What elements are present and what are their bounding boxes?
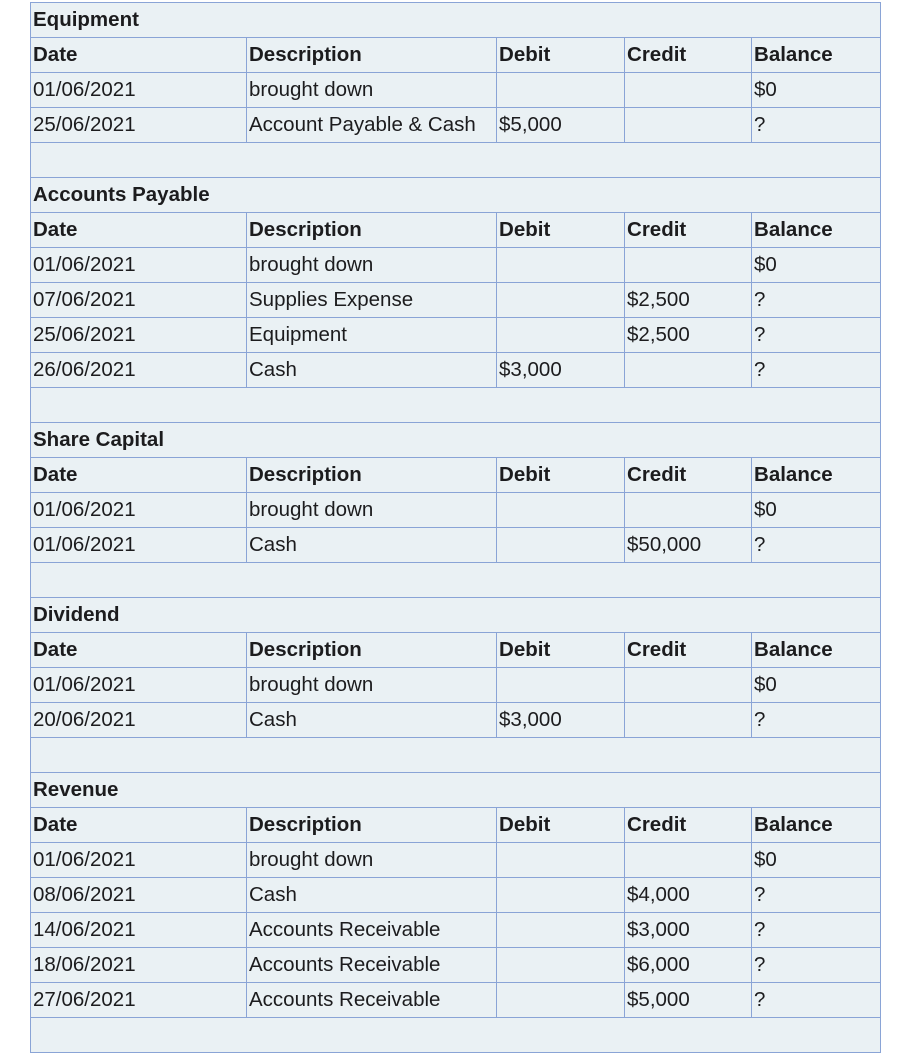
column-header-description: Description <box>247 458 497 493</box>
cell-description: Cash <box>247 878 497 913</box>
cell-date: 25/06/2021 <box>31 318 247 353</box>
account-title: Accounts Payable <box>31 178 497 213</box>
cell-date: 25/06/2021 <box>31 108 247 143</box>
column-header-credit: Credit <box>625 808 752 843</box>
account-title-filler <box>497 598 881 633</box>
column-header-balance: Balance <box>752 38 881 73</box>
column-header-debit: Debit <box>497 633 625 668</box>
table-row <box>31 528 881 563</box>
cell-date: 01/06/2021 <box>31 248 247 283</box>
cell-description: Equipment <box>247 318 497 353</box>
spacer-cell <box>31 738 881 773</box>
cell-description: brought down <box>247 493 497 528</box>
cell-balance: ? <box>752 318 881 353</box>
column-header-row <box>31 213 881 248</box>
column-header-description: Description <box>247 38 497 73</box>
account-title-row <box>31 423 881 458</box>
cell-date: 01/06/2021 <box>31 73 247 108</box>
table-row <box>31 948 881 983</box>
cell-description: Cash <box>247 353 497 388</box>
cell-debit <box>497 318 625 353</box>
cell-date: 26/06/2021 <box>31 353 247 388</box>
cell-credit: $2,500 <box>625 318 752 353</box>
cell-balance: ? <box>752 878 881 913</box>
cell-description: brought down <box>247 248 497 283</box>
account-title: Revenue <box>31 773 497 808</box>
section-spacer-row <box>31 388 881 423</box>
column-header-debit: Debit <box>497 458 625 493</box>
cell-debit <box>497 528 625 563</box>
account-title-filler <box>497 423 881 458</box>
section-spacer-row <box>31 563 881 598</box>
account-title: Share Capital <box>31 423 497 458</box>
cell-credit <box>625 843 752 878</box>
account-title-filler <box>497 773 881 808</box>
account-title-row <box>31 178 881 213</box>
cell-date: 01/06/2021 <box>31 668 247 703</box>
cell-balance: ? <box>752 983 881 1018</box>
cell-credit <box>625 353 752 388</box>
cell-debit <box>497 248 625 283</box>
table-row <box>31 248 881 283</box>
cell-description: Accounts Receivable <box>247 983 497 1018</box>
table-row <box>31 108 881 143</box>
cell-description: brought down <box>247 668 497 703</box>
ledger-table <box>30 2 881 1053</box>
cell-credit <box>625 493 752 528</box>
column-header-debit: Debit <box>497 808 625 843</box>
ledger-body <box>31 3 881 1053</box>
column-header-row <box>31 38 881 73</box>
cell-debit <box>497 668 625 703</box>
cell-date: 27/06/2021 <box>31 983 247 1018</box>
cell-credit <box>625 73 752 108</box>
table-row <box>31 283 881 318</box>
spacer-cell <box>31 143 881 178</box>
table-row <box>31 668 881 703</box>
account-title-row <box>31 598 881 633</box>
column-header-balance: Balance <box>752 633 881 668</box>
cell-description: Cash <box>247 528 497 563</box>
cell-balance: ? <box>752 283 881 318</box>
table-row <box>31 703 881 738</box>
account-title-row <box>31 3 881 38</box>
column-header-debit: Debit <box>497 38 625 73</box>
table-row <box>31 878 881 913</box>
column-header-description: Description <box>247 213 497 248</box>
table-row <box>31 843 881 878</box>
cell-credit: $50,000 <box>625 528 752 563</box>
section-spacer-row <box>31 1018 881 1053</box>
cell-credit <box>625 248 752 283</box>
column-header-credit: Credit <box>625 633 752 668</box>
cell-debit <box>497 843 625 878</box>
account-title: Dividend <box>31 598 497 633</box>
cell-balance: ? <box>752 353 881 388</box>
cell-debit <box>497 73 625 108</box>
cell-balance: ? <box>752 108 881 143</box>
cell-balance: $0 <box>752 73 881 108</box>
cell-debit: $5,000 <box>497 108 625 143</box>
cell-balance: $0 <box>752 248 881 283</box>
cell-debit <box>497 493 625 528</box>
cell-description: brought down <box>247 73 497 108</box>
column-header-debit: Debit <box>497 213 625 248</box>
cell-debit <box>497 948 625 983</box>
cell-date: 14/06/2021 <box>31 913 247 948</box>
column-header-row <box>31 808 881 843</box>
column-header-credit: Credit <box>625 213 752 248</box>
table-row <box>31 913 881 948</box>
section-spacer-row <box>31 738 881 773</box>
table-row <box>31 983 881 1018</box>
cell-balance: ? <box>752 528 881 563</box>
cell-description: brought down <box>247 843 497 878</box>
cell-credit: $2,500 <box>625 283 752 318</box>
column-header-balance: Balance <box>752 213 881 248</box>
cell-debit <box>497 283 625 318</box>
cell-debit <box>497 913 625 948</box>
column-header-row <box>31 633 881 668</box>
cell-credit <box>625 668 752 703</box>
cell-credit: $4,000 <box>625 878 752 913</box>
account-title-row <box>31 773 881 808</box>
cell-date: 01/06/2021 <box>31 493 247 528</box>
column-header-credit: Credit <box>625 458 752 493</box>
cell-balance: ? <box>752 703 881 738</box>
column-header-balance: Balance <box>752 458 881 493</box>
column-header-row <box>31 458 881 493</box>
cell-debit <box>497 983 625 1018</box>
column-header-date: Date <box>31 808 247 843</box>
cell-date: 01/06/2021 <box>31 528 247 563</box>
cell-debit: $3,000 <box>497 353 625 388</box>
column-header-description: Description <box>247 808 497 843</box>
table-row <box>31 318 881 353</box>
cell-credit: $6,000 <box>625 948 752 983</box>
column-header-credit: Credit <box>625 38 752 73</box>
cell-balance: ? <box>752 913 881 948</box>
cell-date: 01/06/2021 <box>31 843 247 878</box>
cell-description: Cash <box>247 703 497 738</box>
column-header-description: Description <box>247 633 497 668</box>
cell-debit <box>497 878 625 913</box>
cell-date: 18/06/2021 <box>31 948 247 983</box>
spacer-cell <box>31 563 881 598</box>
cell-balance: $0 <box>752 843 881 878</box>
cell-description: Account Payable & Cash <box>247 108 497 143</box>
cell-credit: $5,000 <box>625 983 752 1018</box>
cell-credit <box>625 108 752 143</box>
cell-credit: $3,000 <box>625 913 752 948</box>
table-row <box>31 353 881 388</box>
column-header-balance: Balance <box>752 808 881 843</box>
section-spacer-row <box>31 143 881 178</box>
table-row <box>31 73 881 108</box>
account-title: Equipment <box>31 3 497 38</box>
cell-date: 08/06/2021 <box>31 878 247 913</box>
cell-description: Accounts Receivable <box>247 948 497 983</box>
column-header-date: Date <box>31 38 247 73</box>
cell-balance: $0 <box>752 493 881 528</box>
cell-date: 20/06/2021 <box>31 703 247 738</box>
cell-balance: ? <box>752 948 881 983</box>
cell-description: Supplies Expense <box>247 283 497 318</box>
account-title-filler <box>497 3 881 38</box>
table-row <box>31 493 881 528</box>
account-title-filler <box>497 178 881 213</box>
spacer-cell <box>31 388 881 423</box>
cell-description: Accounts Receivable <box>247 913 497 948</box>
cell-balance: $0 <box>752 668 881 703</box>
column-header-date: Date <box>31 213 247 248</box>
cell-debit: $3,000 <box>497 703 625 738</box>
cell-date: 07/06/2021 <box>31 283 247 318</box>
column-header-date: Date <box>31 458 247 493</box>
cell-credit <box>625 703 752 738</box>
column-header-date: Date <box>31 633 247 668</box>
spacer-cell <box>31 1018 881 1053</box>
